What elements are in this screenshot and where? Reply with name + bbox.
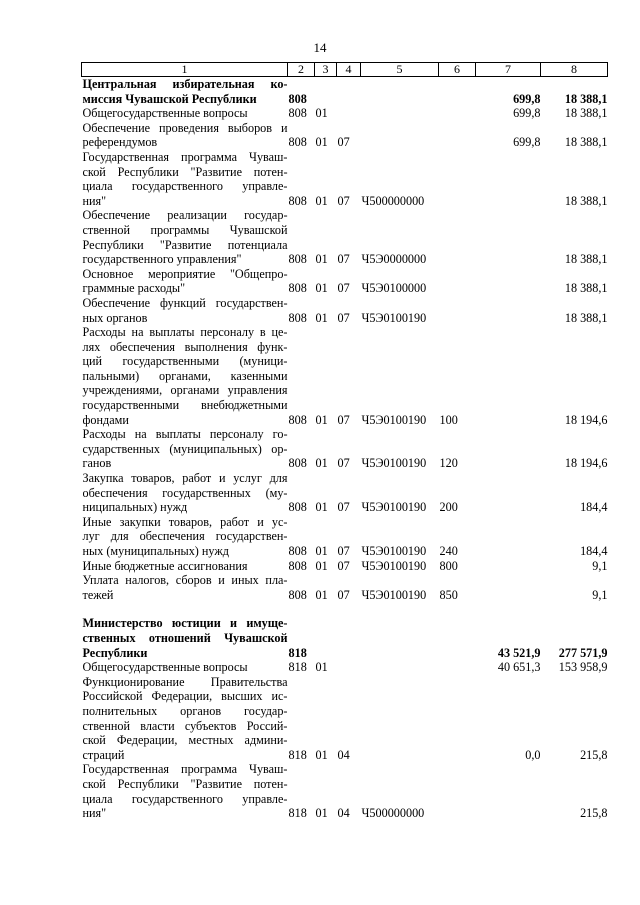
header-col-8: 8	[541, 63, 608, 77]
row-name-line: Иные бюджетные ассигнования	[82, 558, 248, 573]
target-article-code: Ч500000000	[361, 806, 425, 821]
amount-change: 43 521,9	[497, 645, 541, 660]
table-row	[82, 660, 608, 675]
row-name-line: циала государственного управле-	[82, 179, 288, 194]
section-code: 01	[315, 747, 328, 762]
row-name-line: пальными) органами, казенными	[82, 368, 288, 383]
row-name	[82, 559, 288, 574]
ministry-code: 808	[288, 252, 307, 267]
row-name-line: ния"	[82, 806, 107, 821]
spacer-cell	[82, 602, 608, 616]
amount-total: 18 388,1	[564, 91, 608, 106]
row-name-line: лях обеспечения выполнения функ-	[82, 339, 288, 354]
row-name-line: Республики	[82, 645, 148, 660]
row-name	[82, 573, 288, 602]
row-name-line: ственных отношений Чувашской	[82, 630, 288, 645]
amount-change	[476, 296, 541, 325]
row-name-line: Обеспечение функций государствен-	[82, 295, 288, 310]
table-row	[82, 267, 608, 296]
subsection-code: 07	[337, 587, 350, 602]
row-name-line: государственного управления"	[82, 252, 242, 267]
target-article-code	[361, 106, 439, 121]
row-name-line: ской Федерации, местных админи-	[82, 733, 288, 748]
table-row	[82, 573, 608, 602]
row-name-line: миссия Чувашской Республики	[82, 91, 257, 106]
ministry-code: 818	[288, 645, 307, 660]
table-row	[82, 121, 608, 150]
row-name	[82, 616, 288, 660]
header-col-3: 3	[315, 63, 337, 77]
amount-total: 18 388,1	[564, 106, 608, 121]
table-row	[82, 208, 608, 266]
header-row	[82, 63, 608, 77]
expense-type-code	[439, 762, 476, 820]
amount-total: 18 388,1	[564, 135, 608, 150]
expense-type-code	[439, 675, 476, 763]
section-code: 01	[315, 106, 328, 121]
row-name	[82, 427, 288, 471]
amount-total: 18 388,1	[564, 193, 608, 208]
header-col-5: 5	[361, 63, 439, 77]
section-code: 01	[315, 660, 328, 675]
ministry-code: 808	[288, 456, 307, 471]
row-name-line: сударственных (муниципальных) ор-	[82, 441, 288, 456]
ministry-code: 818	[288, 660, 307, 675]
expense-type-code	[439, 121, 476, 150]
amount-change	[476, 427, 541, 471]
section-code: 01	[315, 500, 328, 515]
table-row	[82, 616, 608, 660]
ministry-code: 808	[288, 310, 307, 325]
subsection-code	[337, 616, 361, 660]
ministry-code: 808	[288, 544, 307, 558]
amount-change: 40 651,3	[497, 660, 541, 675]
header-col-1: 1	[82, 63, 288, 77]
row-name-line: фондами	[82, 412, 129, 427]
target-article-code	[361, 660, 439, 675]
subsection-code: 07	[337, 252, 350, 267]
row-name-line: ния"	[82, 193, 107, 208]
amount-change	[476, 559, 541, 574]
table-row	[82, 150, 608, 208]
ministry-code: 808	[288, 281, 307, 296]
expense-type-code: 200	[439, 500, 458, 515]
section-code: 01	[315, 456, 328, 471]
target-article-code	[361, 675, 439, 763]
row-name-line: Закупка товаров, работ и услуг для	[82, 471, 288, 486]
subsection-code: 07	[337, 412, 350, 427]
row-name-line: Общегосударственные вопросы	[82, 660, 248, 675]
expense-type-code	[439, 208, 476, 266]
spacer-row	[82, 602, 608, 616]
expense-type-code: 800	[439, 558, 458, 573]
ministry-code: 808	[288, 587, 307, 602]
section-code: 01	[315, 412, 328, 427]
section-code: 01	[315, 587, 328, 602]
amount-total: 18 388,1	[564, 252, 608, 267]
row-name-line: Иные закупки товаров, работ и ус-	[82, 514, 288, 529]
subsection-code	[337, 106, 361, 121]
row-name	[82, 471, 288, 515]
row-name-line: граммные расходы"	[82, 281, 186, 296]
row-name-line: ственной программы Чувашской	[82, 222, 288, 237]
table-body	[82, 77, 608, 821]
target-article-code: Ч5Э0100190	[361, 558, 427, 573]
table-row	[82, 106, 608, 121]
expense-type-code	[439, 660, 476, 675]
amount-change: 699,8	[513, 135, 541, 150]
amount-change	[476, 150, 541, 208]
amount-total: 277 571,9	[558, 645, 608, 660]
amount-total: 18 194,6	[564, 456, 608, 471]
row-name-line: обеспечения государственных (му-	[82, 485, 288, 500]
expense-type-code: 850	[439, 587, 458, 602]
subsection-code: 07	[337, 135, 350, 150]
ministry-code: 818	[288, 806, 307, 821]
row-name-line: ных (муниципальных) нужд	[82, 544, 229, 558]
subsection-code: 07	[337, 456, 350, 471]
amount-total: 18 194,6	[564, 412, 608, 427]
amount-change	[476, 515, 541, 559]
ministry-code: 808	[288, 558, 307, 573]
expense-type-code	[439, 296, 476, 325]
ministry-code: 808	[288, 193, 307, 208]
table-row	[82, 471, 608, 515]
amount-total: 215,8	[580, 806, 608, 821]
section-code: 01	[315, 281, 328, 296]
amount-total: 184,4	[580, 544, 608, 558]
target-article-code: Ч5Э0100190	[361, 587, 427, 602]
expense-type-code	[439, 267, 476, 296]
row-name-line: ской Республики "Развитие потен-	[82, 164, 288, 179]
row-name-line: ций государственными (муници-	[82, 354, 288, 369]
expense-type-code	[439, 77, 476, 107]
row-name-line: Общегосударственные вопросы	[82, 106, 248, 121]
amount-change	[476, 267, 541, 296]
row-name	[82, 267, 288, 296]
row-name-line: Государственная программа Чуваш-	[82, 762, 288, 777]
ministry-code: 808	[288, 412, 307, 427]
header-col-6: 6	[439, 63, 476, 77]
row-name-line: Российской Федерации, высших ис-	[82, 689, 288, 704]
expense-type-code	[439, 150, 476, 208]
amount-total: 18 388,1	[564, 310, 608, 325]
expense-type-code: 240	[439, 544, 458, 558]
budget-table	[81, 62, 608, 821]
subsection-code: 07	[337, 310, 350, 325]
header-col-7: 7	[476, 63, 541, 77]
row-name-line: Основное мероприятие "Общепро-	[82, 266, 288, 281]
header-col-4: 4	[337, 63, 361, 77]
amount-change	[476, 762, 541, 820]
row-name-line: Расходы на выплаты персоналу го-	[82, 427, 288, 442]
target-article-code	[361, 121, 439, 150]
row-name-line: Обеспечение реализации государ-	[82, 208, 288, 223]
ministry-code: 808	[288, 106, 307, 121]
row-name-line: Уплата налогов, сборов и иных пла-	[82, 573, 288, 588]
row-name-line: ской Республики "Развитие потен-	[82, 776, 288, 791]
expense-type-code: 100	[439, 412, 458, 427]
subsection-code: 07	[337, 558, 350, 573]
target-article-code: Ч500000000	[361, 193, 425, 208]
ministry-code: 808	[288, 135, 307, 150]
amount-total: 153 958,9	[558, 660, 608, 675]
row-name-line: Функционирование Правительства	[82, 674, 288, 689]
subsection-code	[337, 77, 361, 107]
row-name	[82, 150, 288, 208]
ministry-code: 808	[288, 91, 307, 106]
row-name-line: Центральная избирательная ко-	[82, 77, 288, 91]
row-name-line: Государственная программа Чуваш-	[82, 149, 288, 164]
row-name	[82, 762, 288, 820]
row-name-line: циала государственного управле-	[82, 791, 288, 806]
target-article-code: Ч5Э0100190	[361, 310, 427, 325]
target-article-code: Ч5Э0100190	[361, 412, 427, 427]
table-row	[82, 296, 608, 325]
expense-type-code	[439, 616, 476, 660]
target-article-code: Ч5Э0000000	[361, 252, 427, 267]
amount-change: 0,0	[525, 747, 541, 762]
subsection-code: 07	[337, 281, 350, 296]
table-row	[82, 427, 608, 471]
subsection-code: 07	[337, 500, 350, 515]
row-name-line: тежей	[82, 587, 114, 602]
row-name-line: ниципальных) нужд	[82, 500, 188, 515]
section-code	[315, 77, 337, 107]
subsection-code: 04	[337, 747, 350, 762]
ministry-code: 808	[288, 500, 307, 515]
row-name-line: Республики "Развитие потенциала	[82, 237, 288, 252]
target-article-code: Ч5Э0100190	[361, 500, 427, 515]
page-number: 14	[313, 40, 327, 55]
section-code: 01	[315, 806, 328, 821]
ministry-code: 818	[288, 747, 307, 762]
row-name-line: луг для обеспечения государствен-	[82, 529, 288, 544]
row-name-line: государственными внебюджетными	[82, 398, 288, 413]
row-name-line: полнительных органов государ-	[82, 703, 288, 718]
row-name	[82, 77, 288, 107]
row-name	[82, 121, 288, 150]
row-name	[82, 325, 288, 427]
table-row	[82, 325, 608, 427]
section-code: 01	[315, 193, 328, 208]
subsection-code: 07	[337, 193, 350, 208]
table-row	[82, 675, 608, 763]
amount-total: 215,8	[580, 747, 608, 762]
amount-total: 9,1	[592, 558, 608, 573]
section-code: 01	[315, 135, 328, 150]
target-article-code: Ч5Э0100190	[361, 544, 427, 558]
expense-type-code: 120	[439, 456, 458, 471]
amount-change	[476, 573, 541, 602]
header-col-2: 2	[288, 63, 315, 77]
row-name	[82, 106, 288, 121]
section-code: 01	[315, 544, 328, 558]
row-name	[82, 675, 288, 763]
row-name-line: Обеспечение проведения выборов и	[82, 120, 288, 135]
target-article-code	[361, 616, 439, 660]
amount-total: 184,4	[580, 500, 608, 515]
amount-change	[476, 208, 541, 266]
row-name	[82, 296, 288, 325]
row-name-line: ственной власти субъектов Россий-	[82, 718, 288, 733]
row-name-line: Министерство юстиции и имуще-	[82, 616, 288, 631]
amount-change	[476, 471, 541, 515]
subsection-code: 04	[337, 806, 350, 821]
amount-change	[476, 325, 541, 427]
subsection-code	[337, 660, 361, 675]
section-code	[315, 616, 337, 660]
row-name	[82, 208, 288, 266]
row-name-line: ных органов	[82, 310, 148, 325]
table-row	[82, 515, 608, 559]
table-row	[82, 559, 608, 574]
subsection-code: 07	[337, 544, 350, 558]
row-name-line: Расходы на выплаты персоналу в це-	[82, 325, 288, 340]
row-name-line: референдумов	[82, 135, 158, 150]
expense-type-code	[439, 106, 476, 121]
target-article-code: Ч5Э0100000	[361, 281, 427, 296]
row-name-line: страций	[82, 747, 125, 762]
target-article-code	[361, 77, 439, 107]
amount-total: 9,1	[592, 587, 608, 602]
target-article-code: Ч5Э0100190	[361, 456, 427, 471]
section-code: 01	[315, 558, 328, 573]
amount-change: 699,8	[513, 91, 541, 106]
table-row	[82, 762, 608, 820]
row-name	[82, 515, 288, 559]
row-name-line: учреждениями, органами управления	[82, 383, 288, 398]
section-code: 01	[315, 252, 328, 267]
row-name	[82, 660, 288, 675]
section-code: 01	[315, 310, 328, 325]
amount-total: 18 388,1	[564, 281, 608, 296]
amount-change: 699,8	[513, 106, 541, 121]
table-row	[82, 77, 608, 107]
row-name-line: ганов	[82, 456, 112, 471]
